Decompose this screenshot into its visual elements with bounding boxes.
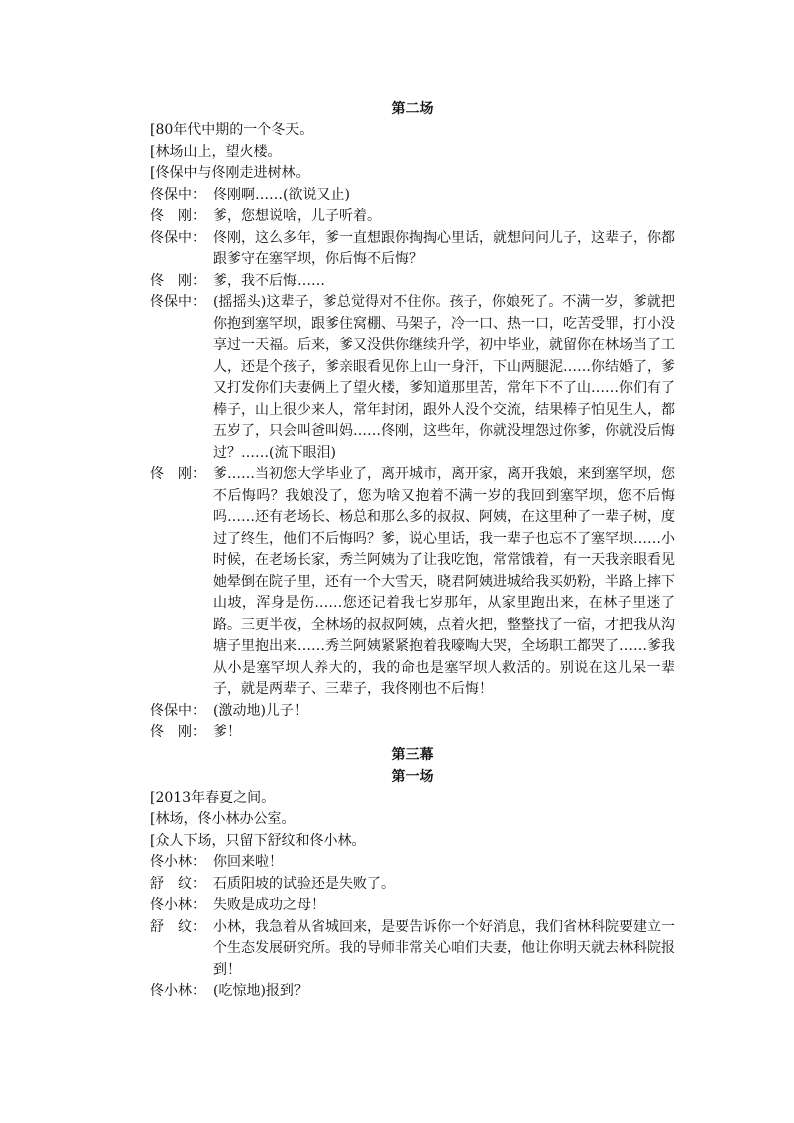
dialogue-line [150,917,675,982]
dialogue-line [150,464,675,701]
stage-direction: [众人下场，只留下舒纹和佟小林。 [150,832,366,849]
speaker-name: 佟保中： [150,229,206,246]
dialogue-text: 爹……当初您大学毕业了，离开城市，离开家，离开我娘，来到塞罕坝，您不后悔吗？我娘没了，您为啥又抱着不满一岁的我回到塞罕坝，您不后悔吗……还有老场长、杨总和那么多的叔叔、阿姨，在这里种了一辈子树，度过了终生，他们不后悔吗？爹，说心里话，我一辈子也忘不了塞罕坝……小时候，在老场长家，秀兰阿姨为了让我吃饱，常常饿着，有一天我亲眼看见她晕倒在院子里，还有一个大雪天，晓君阿姨进城给我买奶粉，半路上摔下山坡，浑身是伤……您还记着我七岁那年，从家里跑出来，在林子里迷了路。三更半夜，全林场的叔叔阿姨，点着火把，整整找了一宿，才把我从沟塘子里抱出来……秀兰阿姨紧紧抱着我嚎啕大哭，全场职工都哭了……爹我从小是塞罕坝人养大的，我的命也是塞罕坝人救活的。别说在这儿呆一辈子，就是两辈子、三辈子，我佟刚也不后悔！ [213,466,675,697]
dialogue-text: 佟刚，这么多年，爹一直想跟你掏掏心里话，就想问问儿子，这辈子，你都跟爹守在塞罕坝，你后悔不后悔？ [213,229,675,267]
speaker-name: 佟 刚： [150,272,206,289]
dialogue-text: (激动地)儿子！ [213,702,308,719]
stage-direction: [林场，佟小林办公室。 [150,811,296,827]
dialogue-text: 爹，您想说啥，儿子听着。 [213,208,381,224]
stage-direction: [佟保中与佟刚走进树林。 [150,165,310,181]
speaker-name: 佟保中： [150,186,206,203]
dialogue-text: 佟刚啊……(欲说又止) [213,186,350,203]
stage-direction: [2013年春夏之间。 [150,789,276,806]
speaker-name: 佟小林： [150,854,206,870]
dialogue-line [150,228,675,271]
dialogue-line [150,292,675,464]
speaker-name: 佟小林： [150,983,206,999]
dialogue-text: (吃惊地)报到？ [213,983,308,999]
dialogue-text: 石质阳坡的试验还是失败了。 [213,875,395,892]
dialogue-line [150,206,675,228]
speaker-name: 舒 纹： [150,918,206,935]
speaker-name: 佟 刚： [150,724,206,740]
dialogue-text: (摇摇头)这辈子，爹总觉得对不住你。孩子，你娘死了。不满一岁，爹就把你抱到塞罕坝，跟爹住窝棚、马架子，冷一口、热一口，吃苦受罪，打小没享过一天福。后来，爹又没供你继续升学，初中毕业，就留你在林场当了工人，还是个孩子，爹亲眼看见你上山一身汗，下山两腿泥……你结婚了，爹又打发你们夫妻俩上了望火楼，爹知道那里苦，常年下不了山……你们有了棒子，山上很少来人，常年封闭，跟外人没个交流，结果棒子怕见生人，都五岁了，只会叫爸叫妈……佟刚，这些年，你就没埋怨过你爹，你就没后悔过？……(流下眼泪) [213,294,675,461]
dialogue-text: 爹，我不后悔…… [213,272,325,289]
dialogue-line [150,722,675,744]
speaker-name: 佟保中： [150,702,206,719]
speaker-name: 佟 刚： [150,466,206,482]
speaker-name: 佟小林： [150,897,206,913]
speaker-name: 舒 纹： [150,875,206,892]
scene-heading: 第二场 [391,101,434,117]
scene-heading: 第一场 [391,768,434,785]
speaker-name: 佟 刚： [150,208,206,224]
dialogue-line [150,895,675,917]
dialogue-text: 失败是成功之母！ [213,897,325,913]
act-heading: 第三幕 [391,746,434,763]
speaker-name: 佟保中： [150,294,206,310]
dialogue-line [150,271,675,293]
stage-direction: [林场山上，望火楼。 [150,143,282,160]
dialogue-line [150,874,675,896]
stage-direction: [80年代中期的一个冬天。 [150,122,314,138]
dialogue-line [150,701,675,723]
dialogue-text: 爹！ [213,724,241,740]
dialogue-line [150,185,675,207]
dialogue-text: 你回来啦！ [213,854,283,870]
dialogue-line [150,981,675,1003]
dialogue-text: 小林，我急着从省城回来，是要告诉你一个好消息，我们省林科院要建立一个生态发展研究所。我的导师非常关心咱们夫妻，他让你明天就去林科院报到！ [213,918,675,978]
dialogue-line [150,852,675,874]
script-page [150,98,675,1003]
